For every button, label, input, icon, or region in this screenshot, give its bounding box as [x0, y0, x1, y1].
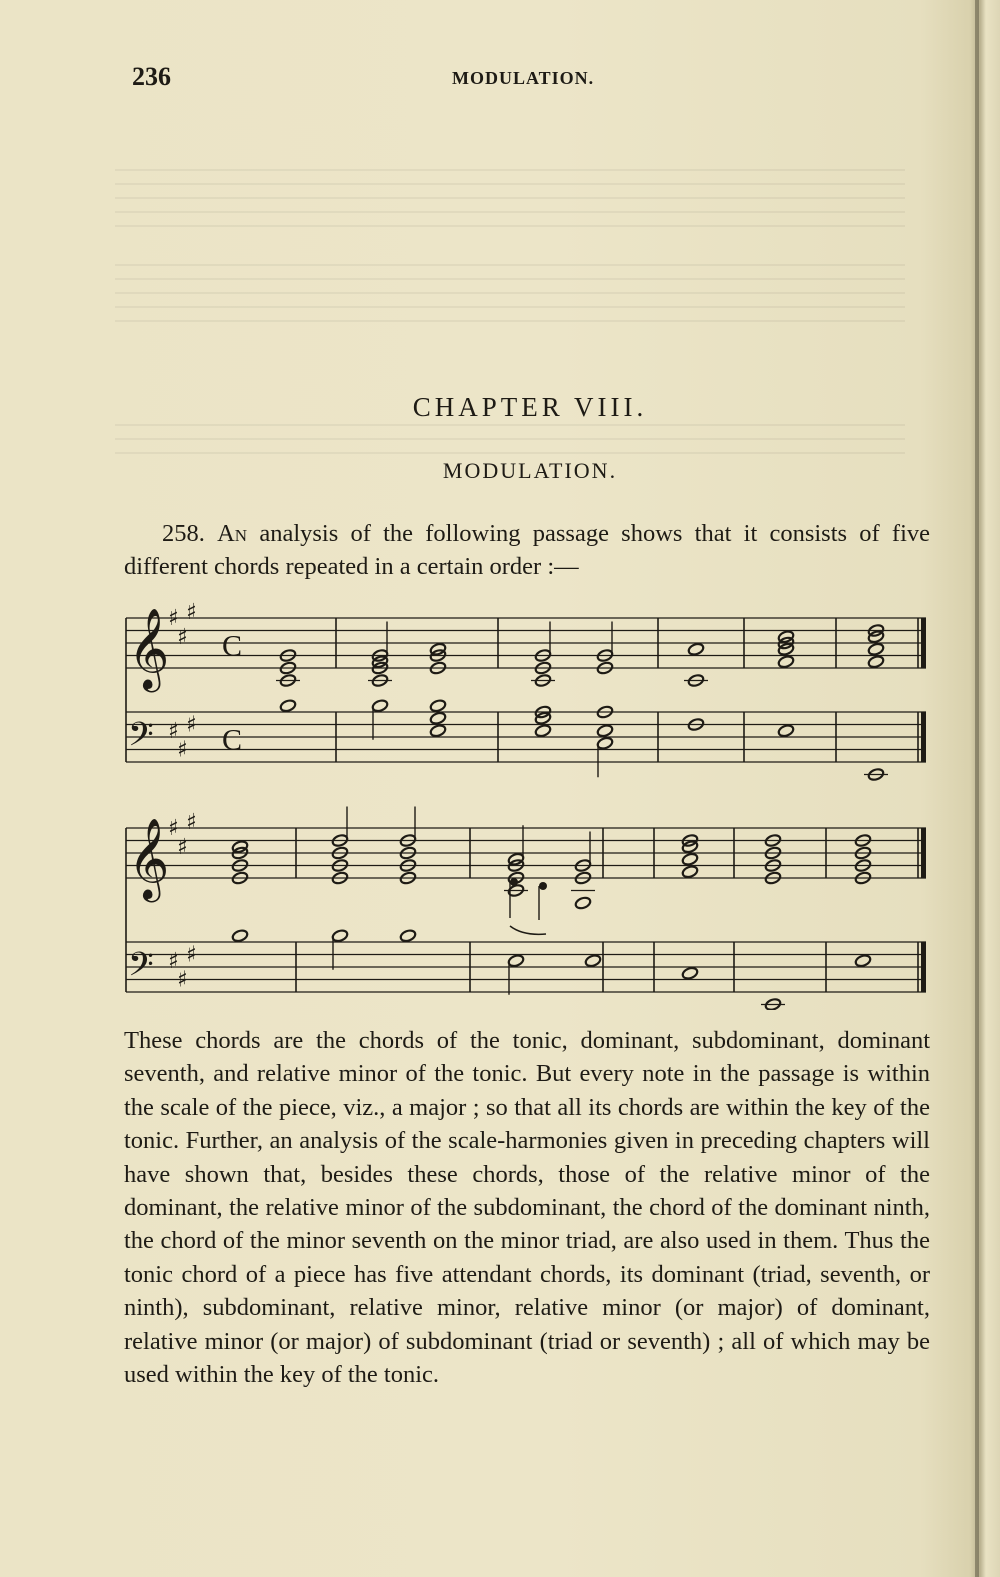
bass-note: [534, 724, 551, 738]
bass-note: [764, 997, 781, 1010]
treble-note: [681, 852, 698, 866]
time-signature: C: [222, 629, 243, 663]
bass-note: [596, 724, 613, 738]
bass-note: [399, 929, 416, 943]
treble-note: [574, 896, 591, 910]
sharp-sign: ♯: [177, 624, 188, 650]
bass-note: [429, 711, 446, 725]
bass-note: [584, 954, 601, 968]
slur: [510, 926, 546, 934]
treble-note: [231, 840, 248, 854]
page-number: 236: [132, 62, 171, 91]
treble-note: [681, 865, 698, 879]
treble-note: [777, 630, 794, 644]
bass-note: [596, 736, 613, 750]
sharp-sign: ♯: [168, 816, 179, 841]
treble-note: [777, 655, 794, 669]
sharp-sign: ♯: [177, 834, 188, 860]
page-gutter: [975, 0, 979, 1577]
running-head: MODULATION.: [452, 68, 595, 88]
final-barline: [921, 942, 926, 992]
bass-note: [681, 966, 698, 980]
final-barline: [921, 828, 926, 878]
filled-note-head: [539, 882, 547, 890]
sharp-sign: ♯: [177, 967, 188, 993]
bass-clef: 𝄢: [128, 946, 154, 992]
treble-note: [429, 642, 446, 656]
treble-note: [507, 852, 524, 866]
paragraph-number: 258.: [162, 520, 205, 547]
treble-note: [867, 655, 884, 669]
treble-clef: 𝄞: [128, 816, 170, 899]
bass-note: [331, 929, 348, 943]
filled-note-head: [510, 878, 518, 886]
time-signature: C: [222, 723, 243, 757]
bass-note: [777, 724, 794, 738]
sharp-sign: ♯: [186, 809, 197, 835]
final-barline: [921, 712, 926, 762]
bass-note: [429, 699, 446, 713]
sharp-sign: ♯: [168, 948, 179, 974]
page-header: [132, 62, 932, 96]
sharp-sign: ♯: [186, 942, 197, 968]
final-barline: [921, 618, 926, 668]
treble-note: [687, 642, 704, 656]
music-example: [118, 590, 938, 1010]
sharp-sign: ♯: [186, 712, 197, 738]
bass-note: [854, 954, 871, 968]
paragraph-lead-word: An: [217, 520, 248, 547]
section-title: MODULATION.: [442, 458, 618, 483]
treble-note: [867, 642, 884, 656]
treble-clef: 𝄞: [128, 606, 170, 689]
sharp-sign: ♯: [186, 599, 197, 625]
bass-note: [231, 929, 248, 943]
bass-clef: 𝄢: [128, 716, 154, 762]
bass-note: [429, 724, 446, 738]
sharp-sign: ♯: [168, 718, 179, 744]
bass-note: [279, 699, 296, 713]
sharp-sign: ♯: [168, 606, 179, 631]
sharp-sign: ♯: [177, 737, 188, 763]
paragraph-258-text: analysis of the following passage shows that it consists of five different chords repeated in a certain order :—: [124, 520, 931, 581]
paragraph-chords: These chords are the chords of the tonic, dominant, subdominant, dominant seventh, and relative minor of the tonic. But every note in the passage is within the scale of the piece, viz., a major ; so that all its chords are within the key of the tonic. Further, an analysis of the scale-harmonies given in preceding chapters will have shown that, besides these chords, those of the relative minor of the dominant, the relative minor of the subdominant, the chord of the dominant ninth, the chord of the minor seventh on the minor triad, are also used in them. Thus the tonic chord of a piece has five attendant chords, its dominant (triad, seventh, or ninth), subdominant, relative minor, relative minor (or major) of dominant, relative minor (or major) of subdominant (triad or seventh) ; all of which may be used within the key of the tonic.: [124, 1027, 930, 1389]
paragraph-258: [124, 517, 930, 584]
bass-note: [371, 699, 388, 713]
chapter-title: CHAPTER VIII.: [412, 392, 648, 422]
bass-note: [507, 954, 524, 968]
